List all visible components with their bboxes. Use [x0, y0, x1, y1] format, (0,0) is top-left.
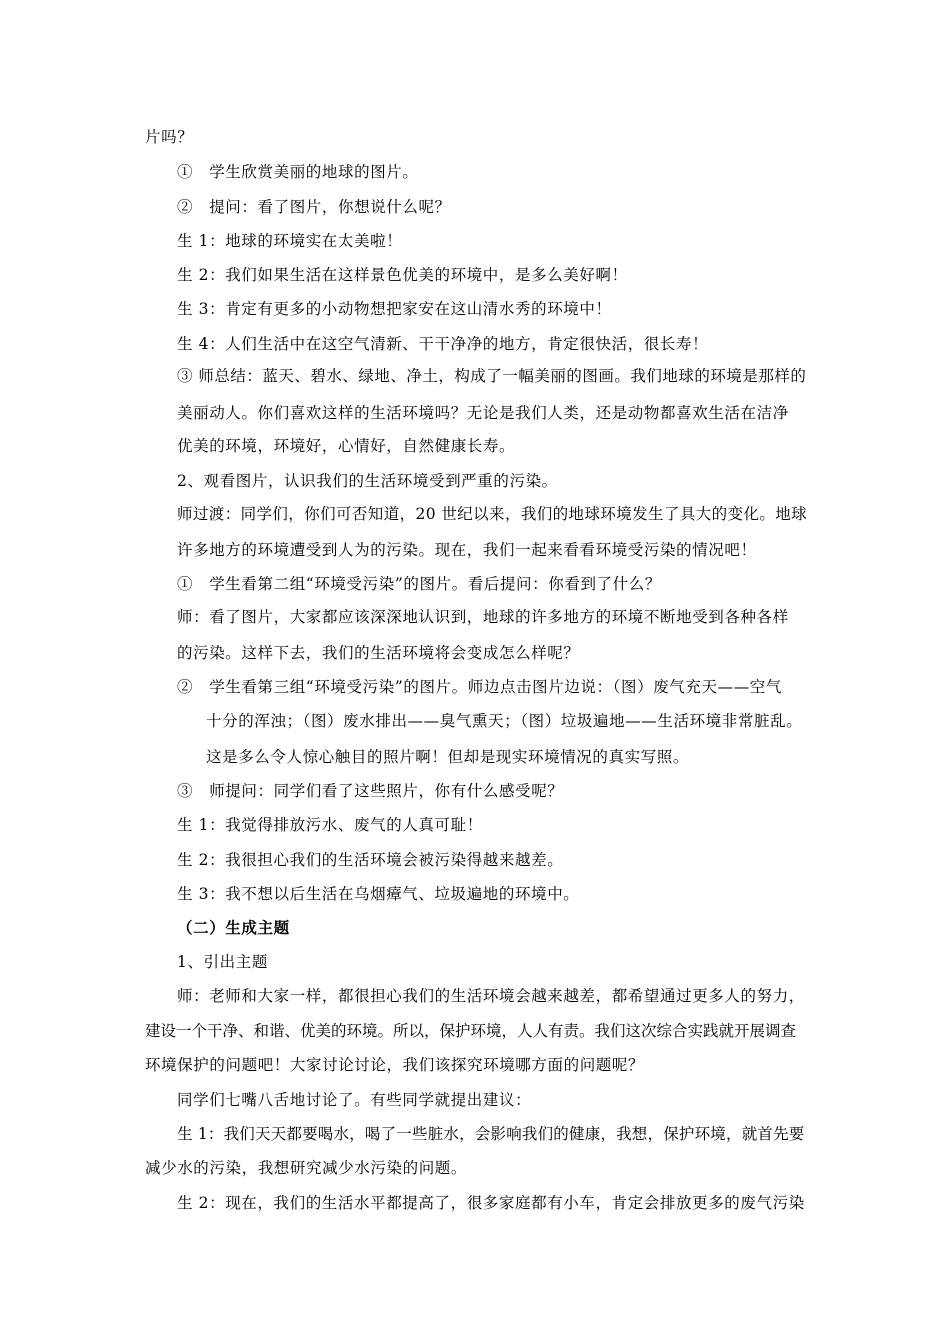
text-line: 片吗？ — [145, 128, 194, 146]
text-line: 师：看了图片，大家都应该深深地认识到，地球的许多地方的环境不断地受到各种各样 — [177, 608, 789, 626]
text-line: 生 2：现在，我们的生活水平都提高了，很多家庭都有小车，肯定会排放更多的废气污染 — [177, 1194, 805, 1212]
text-line: 美丽动人。你们喜欢这样的生活环境吗？无论是我们人类，还是动物都喜欢生活在洁净 — [177, 404, 789, 422]
text-line: 同学们七嘴八舌地讨论了。有些同学就提出建议： — [177, 1091, 532, 1109]
text-line: 生 1：我觉得排放污水、废气的人真可耻！ — [177, 816, 483, 834]
text-line: ③ 师提问：同学们看了这些照片，你有什么感受呢？ — [177, 782, 564, 800]
text-line: 的污染。这样下去，我们的生活环境将会变成怎么样呢？ — [177, 644, 580, 662]
text-line: 生 4：人们生活中在这空气清新、干干净净的地方，肯定很快活，很长寿！ — [177, 335, 709, 353]
text-line: 建设一个干净、和谐、优美的环境。所以，保护环境，人人有责。我们这次综合实践就开展调查 — [145, 1022, 797, 1040]
text-line: 师：老师和大家一样，都很担心我们的生活环境会越来越差，都希望通过更多人的努力， — [177, 987, 805, 1005]
text-line: 生 2：我们如果生活在这样景色优美的环境中，是多么美好啊！ — [177, 266, 628, 284]
text-line: ② 学生看第三组“环境受污染”的图片。师边点击图片边说：（图）废气充天——空气 — [177, 678, 783, 696]
section-heading: （二）生成主题 — [177, 918, 290, 937]
text-line: 生 3：我不想以后生活在乌烟瘴气、垃圾遍地的环境中。 — [177, 885, 580, 903]
text-line: 十分的浑浊；（图）废水排出——臭气熏天；（图）垃圾遍地——生活环境非常脏乱。 — [206, 712, 803, 730]
text-line: 生 2：我很担心我们的生活环境会被污染得越来越差。 — [177, 851, 564, 869]
text-line: 这是多么令人惊心触目的照片啊！但却是现实环境情况的真实写照。 — [206, 748, 690, 766]
text-line: 生 1：我们天天都要喝水，喝了一些脏水，会影响我们的健康，我想，保护环境，就首先要 — [177, 1125, 805, 1143]
text-line: 优美的环境，环境好，心情好，自然健康长寿。 — [177, 437, 516, 455]
text-line: 1、引出主题 — [177, 953, 268, 971]
text-line: 2、观看图片，认识我们的生活环境受到严重的污染。 — [177, 472, 558, 490]
text-line: 环境保护的问题吧！大家讨论讨论，我们该探究环境哪方面的问题呢？ — [145, 1056, 645, 1074]
text-line: ① 学生欣赏美丽的地球的图片。 — [177, 163, 419, 181]
text-line: 许多地方的环境遭受到人为的污染。现在，我们一起来看看环境受污染的情况吧！ — [177, 541, 757, 559]
text-line: 生 3：肯定有更多的小动物想把家安在这山清水秀的环境中！ — [177, 300, 612, 318]
text-line: 生 1：地球的环境实在太美啦！ — [177, 232, 403, 250]
text-line: ③ 师总结：蓝天、碧水、绿地、净土，构成了一幅美丽的图画。我们地球的环境是那样的 — [177, 367, 807, 385]
text-line: ② 提问：看了图片，你想说什么呢？ — [177, 198, 451, 216]
text-line: 师过渡：同学们，你们可否知道，20 世纪以来，我们的地球环境发生了具大的变化。地球 — [177, 505, 808, 523]
text-line: 减少水的污染，我想研究减少水污染的问题。 — [145, 1159, 468, 1177]
text-line: ① 学生看第二组“环境受污染”的图片。看后提问：你看到了什么？ — [177, 575, 661, 593]
